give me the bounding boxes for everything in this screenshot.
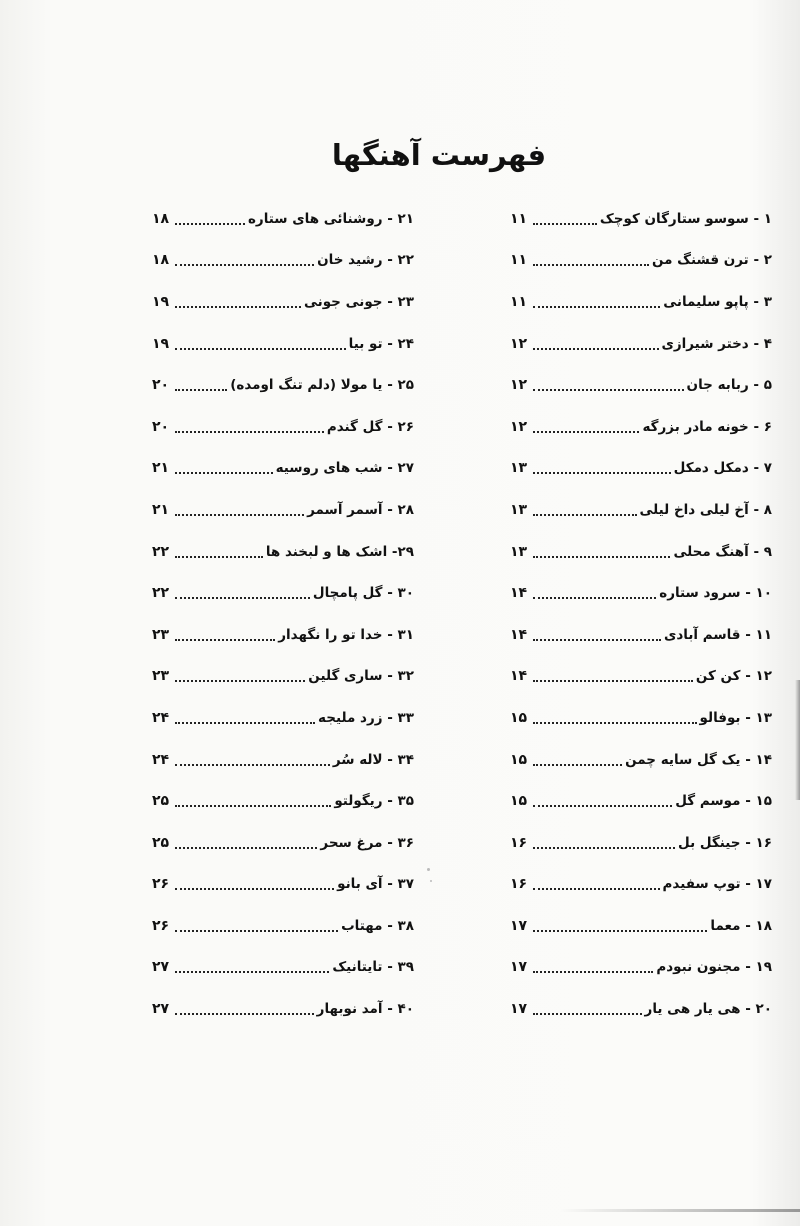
toc-entry-title: ۹ - آهنگ محلی (673, 543, 772, 560)
dot-leader (175, 1013, 314, 1015)
toc-entry (510, 864, 772, 906)
paper-speck (430, 880, 432, 882)
toc-entry-page-number: ۱۵ (510, 709, 528, 726)
toc-entry (510, 614, 772, 656)
toc-entry (152, 489, 414, 531)
toc-entry (152, 406, 414, 448)
dot-leader (533, 264, 649, 266)
toc-entry-page-number: ۱۱ (510, 252, 528, 269)
toc-entry-page-number: ۲۴ (152, 751, 170, 768)
toc-column-right (510, 198, 772, 1030)
toc-entry-page-number: ۱۷ (510, 917, 528, 934)
dot-leader (533, 223, 597, 225)
dot-leader (533, 1013, 642, 1015)
dot-leader (533, 930, 707, 932)
toc-entry-title: ۳۹ - تایتانیک (332, 959, 414, 976)
dot-leader (175, 930, 338, 932)
toc-entry-page-number: ۱۳ (510, 501, 528, 518)
toc-entry (510, 198, 772, 240)
toc-entry-title: ۲۳ - جونی جونی (303, 293, 414, 310)
dot-leader (175, 472, 273, 474)
toc-entry-page-number: ۱۹ (152, 293, 170, 310)
toc-entry-page-number: ۲۰ (152, 377, 170, 394)
toc-entry-title: ۱۲ - کن کن (695, 668, 772, 685)
toc-entry-title: ۴۰ - آمد نوبهار (316, 1001, 414, 1018)
dot-leader (175, 680, 305, 682)
toc-entry-page-number: ۱۳ (510, 460, 528, 477)
toc-entry (510, 406, 772, 448)
toc-entry-page-number: ۲۳ (152, 668, 170, 685)
toc-entry-title: ۷ - دمکل دمکل (673, 460, 772, 477)
toc-entry-title: ۳۲ - ساری گلین (308, 668, 414, 685)
toc-entry-title: ۲۲ - رشید خان (317, 252, 414, 269)
dot-leader (533, 472, 671, 474)
toc-column-left (152, 198, 414, 1030)
toc-entry-title: ۱ - سوسو ستارگان کوچک (599, 210, 772, 227)
toc-entry-title: ۲۵ - یا مولا (دلم تنگ اومده) (230, 377, 414, 394)
toc-entry-page-number: ۲۵ (152, 793, 170, 810)
toc-entry (510, 323, 772, 365)
toc-entry-page-number: ۱۲ (510, 418, 528, 435)
dot-leader (175, 597, 310, 599)
toc-entry-title: ۲۸ - آسمر آسمر (307, 501, 414, 518)
toc-entry (510, 822, 772, 864)
dot-leader (533, 888, 660, 890)
paper-speck (427, 868, 430, 871)
toc-entry-title: ۱۸ - معما (710, 917, 772, 934)
toc-entry (510, 947, 772, 989)
dot-leader (175, 639, 275, 641)
toc-entry-title: ۶ - خونه مادر بزرگه (642, 418, 772, 435)
toc-entry-page-number: ۱۴ (510, 585, 528, 602)
toc-entry-title: ۵ - ربابه جان (686, 377, 772, 394)
dot-leader (533, 514, 637, 516)
toc-entry-page-number: ۱۸ (152, 252, 170, 269)
dot-leader (175, 888, 334, 890)
dot-leader (175, 764, 330, 766)
page-title: فهرست آهنگها (331, 138, 547, 172)
dot-leader (533, 722, 697, 724)
dot-leader (175, 223, 245, 225)
toc-entry-title: ۳۷ - آی بانو (337, 876, 414, 893)
toc-entry-title: ۳ - پاپو سلیمانی (663, 293, 772, 310)
dot-leader (533, 597, 656, 599)
toc-entry (510, 489, 772, 531)
toc-entry-page-number: ۱۷ (510, 1001, 528, 1018)
toc-entry (152, 988, 414, 1030)
toc-entry (152, 905, 414, 947)
dot-leader (175, 971, 329, 973)
toc-entry-title: ۳۱ - خدا تو را نگهدار (278, 626, 414, 643)
toc-entry-page-number: ۱۸ (152, 210, 170, 227)
toc-entry-title: ۱۴ - یک گل سایه چمن (625, 751, 772, 768)
dot-leader (175, 264, 314, 266)
toc-entry-page-number: ۱۲ (510, 377, 528, 394)
dot-leader (175, 722, 315, 724)
toc-entry (152, 780, 414, 822)
dot-leader (533, 556, 670, 558)
toc-entry-title: ۳۸ - مهتاب (341, 917, 414, 934)
toc-entry (510, 739, 772, 781)
toc-entry-page-number: ۲۱ (152, 501, 170, 518)
toc-entry (510, 448, 772, 490)
toc-entry-title: ۱۱ - قاسم آبادی (663, 626, 772, 643)
toc-entry-page-number: ۲۲ (152, 585, 170, 602)
dot-leader (175, 514, 304, 516)
toc-entry-title: ۲۶ - گل گندم (326, 418, 414, 435)
toc-entry (510, 364, 772, 406)
dot-leader (533, 847, 675, 849)
toc-entry-page-number: ۱۷ (510, 959, 528, 976)
toc-entry-page-number: ۱۲ (510, 335, 528, 352)
toc-entry (152, 448, 414, 490)
toc-entry-title: ۱۷ - توپ سفیدم (662, 876, 772, 893)
toc-entry (152, 697, 414, 739)
dot-leader (533, 764, 622, 766)
toc-entry-page-number: ۱۵ (510, 751, 528, 768)
toc-entry-title: ۱۵ - موسم گل (675, 793, 772, 810)
dot-leader (175, 847, 317, 849)
toc-entry (152, 531, 414, 573)
toc-entry-title: ۳۳ - زرد ملیجه (318, 709, 414, 726)
dot-leader (533, 389, 684, 391)
toc-entry (152, 198, 414, 240)
toc-entry-title: ۱۹ - مجنون نبودم (656, 959, 772, 976)
toc-entry (152, 739, 414, 781)
toc-entry-title: ۲۹- اشک ها و لبخند ها (265, 543, 414, 560)
toc-entry-page-number: ۲۶ (152, 917, 170, 934)
toc-entry (510, 656, 772, 698)
toc-entry (152, 281, 414, 323)
toc-entry (152, 614, 414, 656)
toc-entry-page-number: ۲۷ (152, 959, 170, 976)
toc-entry-page-number: ۲۰ (152, 418, 170, 435)
toc-entry (152, 822, 414, 864)
toc-entry-page-number: ۱۱ (510, 210, 528, 227)
toc-entry (510, 697, 772, 739)
toc-entry-title: ۲۱ - روشنائی های ستاره (247, 210, 414, 227)
toc-entry (510, 531, 772, 573)
toc-entry (510, 780, 772, 822)
dot-leader (533, 805, 672, 807)
dot-leader (175, 556, 263, 558)
toc-entry-title: ۳۵ - ریگولتو (334, 793, 414, 810)
toc-entry-title: ۲۴ - تو بیا (348, 335, 414, 352)
toc-entry (510, 988, 772, 1030)
toc-entry (510, 572, 772, 614)
toc-entry-title: ۸ - آخ لیلی داخ لیلی (639, 501, 772, 518)
toc-entry-page-number: ۲۱ (152, 460, 170, 477)
toc-entry-title: ۱۶ - جینگل بل (678, 834, 772, 851)
toc-entry-page-number: ۲۵ (152, 834, 170, 851)
dot-leader (175, 306, 301, 308)
toc-entry-page-number: ۱۶ (510, 876, 528, 893)
toc-entry (152, 656, 414, 698)
toc-entry (152, 364, 414, 406)
toc-entry (152, 947, 414, 989)
dot-leader (175, 431, 324, 433)
dot-leader (533, 306, 660, 308)
toc-entry-page-number: ۱۴ (510, 668, 528, 685)
dot-leader (175, 805, 331, 807)
toc-entry (510, 281, 772, 323)
toc-entry (152, 572, 414, 614)
toc-entry-title: ۴ - دختر شیرازی (661, 335, 772, 352)
toc-entry (510, 240, 772, 282)
dot-leader (175, 348, 346, 350)
toc-entry (152, 240, 414, 282)
toc-entry-title: ۳۶ - مرغ سحر (320, 834, 414, 851)
page-edge-shadow (560, 1209, 800, 1212)
toc-entry-page-number: ۲۷ (152, 1001, 170, 1018)
toc-entry (510, 905, 772, 947)
toc-entry-page-number: ۱۳ (510, 543, 528, 560)
toc-entry-page-number: ۱۹ (152, 335, 170, 352)
toc-entry-page-number: ۲۴ (152, 709, 170, 726)
toc-entry-title: ۲۰ - هی یار هی یار (644, 1001, 772, 1018)
toc-entry-title: ۳۴ - لاله سُر (332, 751, 414, 768)
toc-entry (152, 864, 414, 906)
dot-leader (533, 348, 659, 350)
dot-leader (533, 680, 693, 682)
toc-entry-page-number: ۱۶ (510, 834, 528, 851)
toc-entry-page-number: ۱۱ (510, 293, 528, 310)
dot-leader (175, 389, 227, 391)
toc-entry-page-number: ۱۴ (510, 626, 528, 643)
toc-entry (152, 323, 414, 365)
toc-entry-title: ۱۰ - سرود ستاره (659, 585, 772, 602)
dot-leader (533, 431, 639, 433)
toc-entry-title: ۱۳ - بوفالو (699, 709, 772, 726)
toc-entry-page-number: ۲۲ (152, 543, 170, 560)
dot-leader (533, 639, 661, 641)
toc-entry-title: ۳۰ - گل پامچال (312, 585, 414, 602)
toc-entry-title: ۲ - ترن قشنگ من (651, 252, 772, 269)
toc-entry-page-number: ۲۳ (152, 626, 170, 643)
toc-entry-page-number: ۲۶ (152, 876, 170, 893)
toc-entry-page-number: ۱۵ (510, 793, 528, 810)
toc-entry-title: ۲۷ - شب های روسیه (275, 460, 414, 477)
dot-leader (533, 971, 653, 973)
page-edge-shadow (795, 680, 800, 800)
